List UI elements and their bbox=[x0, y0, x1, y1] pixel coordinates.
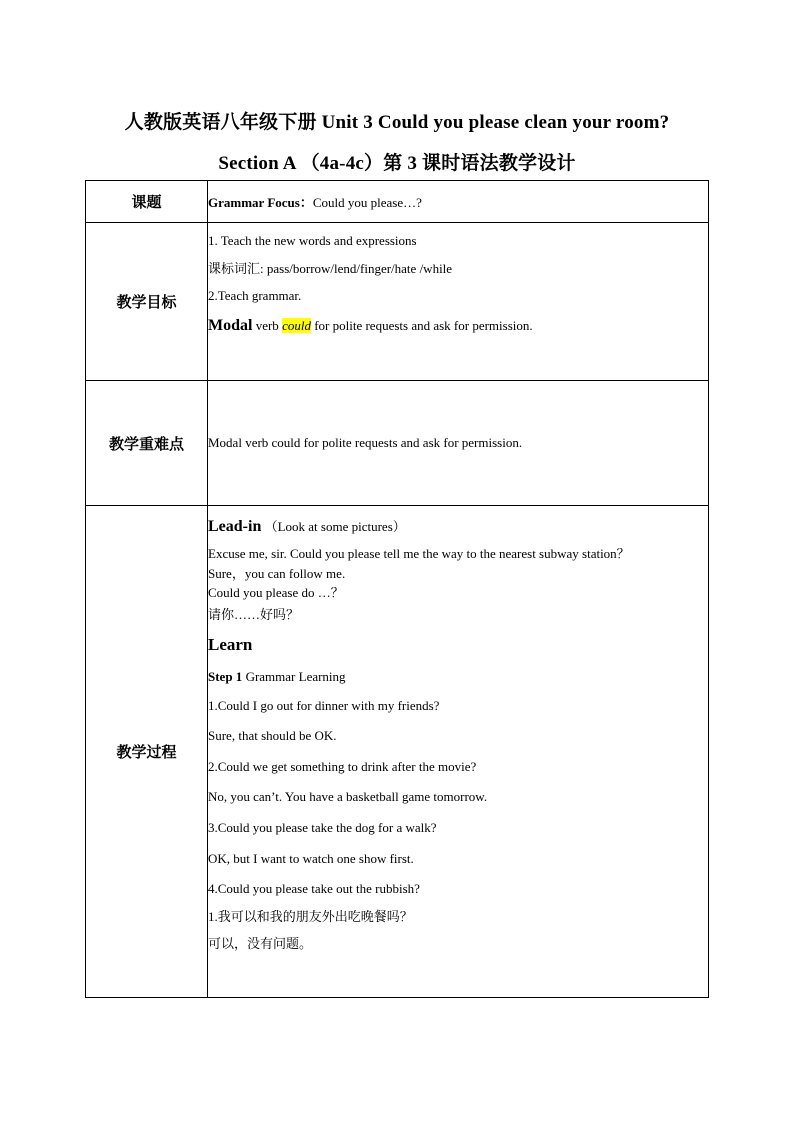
grammar-focus-label: Grammar Focus： bbox=[208, 195, 313, 210]
modal-word: Modal bbox=[208, 316, 253, 334]
leadin-text-1: Excuse me, sir. Could you please tell me the way to the nearest subway station？ bbox=[208, 546, 630, 562]
process-line-2: Sure, that should be OK. bbox=[208, 728, 337, 744]
label-topic: 课题 bbox=[86, 181, 208, 223]
content-keypoints: Modal verb could for polite requests and ask for permission. bbox=[208, 381, 709, 506]
leadin-heading: Lead-in bbox=[208, 518, 262, 535]
content-topic bbox=[208, 181, 709, 223]
process-line-5: 3.Could you please take the dog for a walk? bbox=[208, 819, 437, 835]
table-row-process bbox=[86, 506, 709, 998]
objective-line-3: 2.Teach grammar. bbox=[208, 288, 302, 304]
leadin-text-3: Could you please do …？ bbox=[208, 585, 344, 601]
label-process: 教学过程 bbox=[86, 506, 208, 998]
learn-heading: Learn bbox=[208, 634, 253, 654]
process-line-7: 4.Could you please take out the rubbish? bbox=[208, 881, 420, 897]
verb-word: verb bbox=[255, 317, 279, 333]
process-line-8: 1.我可以和我的朋友外出吃晚餐吗？ bbox=[208, 908, 413, 924]
highlighted-could: could bbox=[282, 317, 311, 333]
lesson-plan-table bbox=[85, 180, 709, 998]
label-keypoints: 教学重难点 bbox=[86, 381, 208, 506]
grammar-focus-text: Could you please…? bbox=[312, 195, 422, 210]
step-label: Step 1 bbox=[208, 668, 243, 684]
table-row-topic bbox=[86, 181, 709, 223]
objective-line-4-rest: for polite requests and ask for permission. bbox=[314, 317, 533, 333]
content-process bbox=[208, 506, 709, 998]
label-objectives: 教学目标 bbox=[86, 223, 208, 381]
leadin-text-4: 请你……好吗？ bbox=[208, 606, 300, 622]
step-line bbox=[208, 669, 708, 685]
process-line-1: 1.Could I go out for dinner with my friends? bbox=[208, 697, 440, 713]
step-text: Grammar Learning bbox=[245, 668, 346, 684]
objective-line-1: 1. Teach the new words and expressions bbox=[208, 233, 417, 248]
process-line-4: No, you can’t. You have a basketball game tomorrow. bbox=[208, 789, 488, 805]
document-title: 人教版英语八年级下册 Unit 3 Could you please clean your room? bbox=[124, 112, 670, 133]
objective-line-4 bbox=[208, 316, 708, 335]
table-row-keypoints bbox=[86, 381, 709, 506]
content-objectives bbox=[208, 223, 709, 381]
process-line-6: OK, but I want to watch one show first. bbox=[208, 850, 414, 866]
table-row-objectives bbox=[86, 223, 709, 381]
process-line-9: 可以，没有问题。 bbox=[208, 936, 313, 952]
leadin-line bbox=[208, 517, 708, 536]
document-subtitle: Section A （4a-4c）第 3 课时语法教学设计 bbox=[218, 153, 576, 174]
objective-line-2: 课标词汇: pass/borrow/lend/finger/hate /while bbox=[208, 260, 453, 276]
process-line-3: 2.Could we get something to drink after the movie? bbox=[208, 758, 477, 774]
leadin-note: （Look at some pictures） bbox=[264, 519, 406, 534]
leadin-text-2: Sure，you can follow me. bbox=[208, 565, 346, 581]
